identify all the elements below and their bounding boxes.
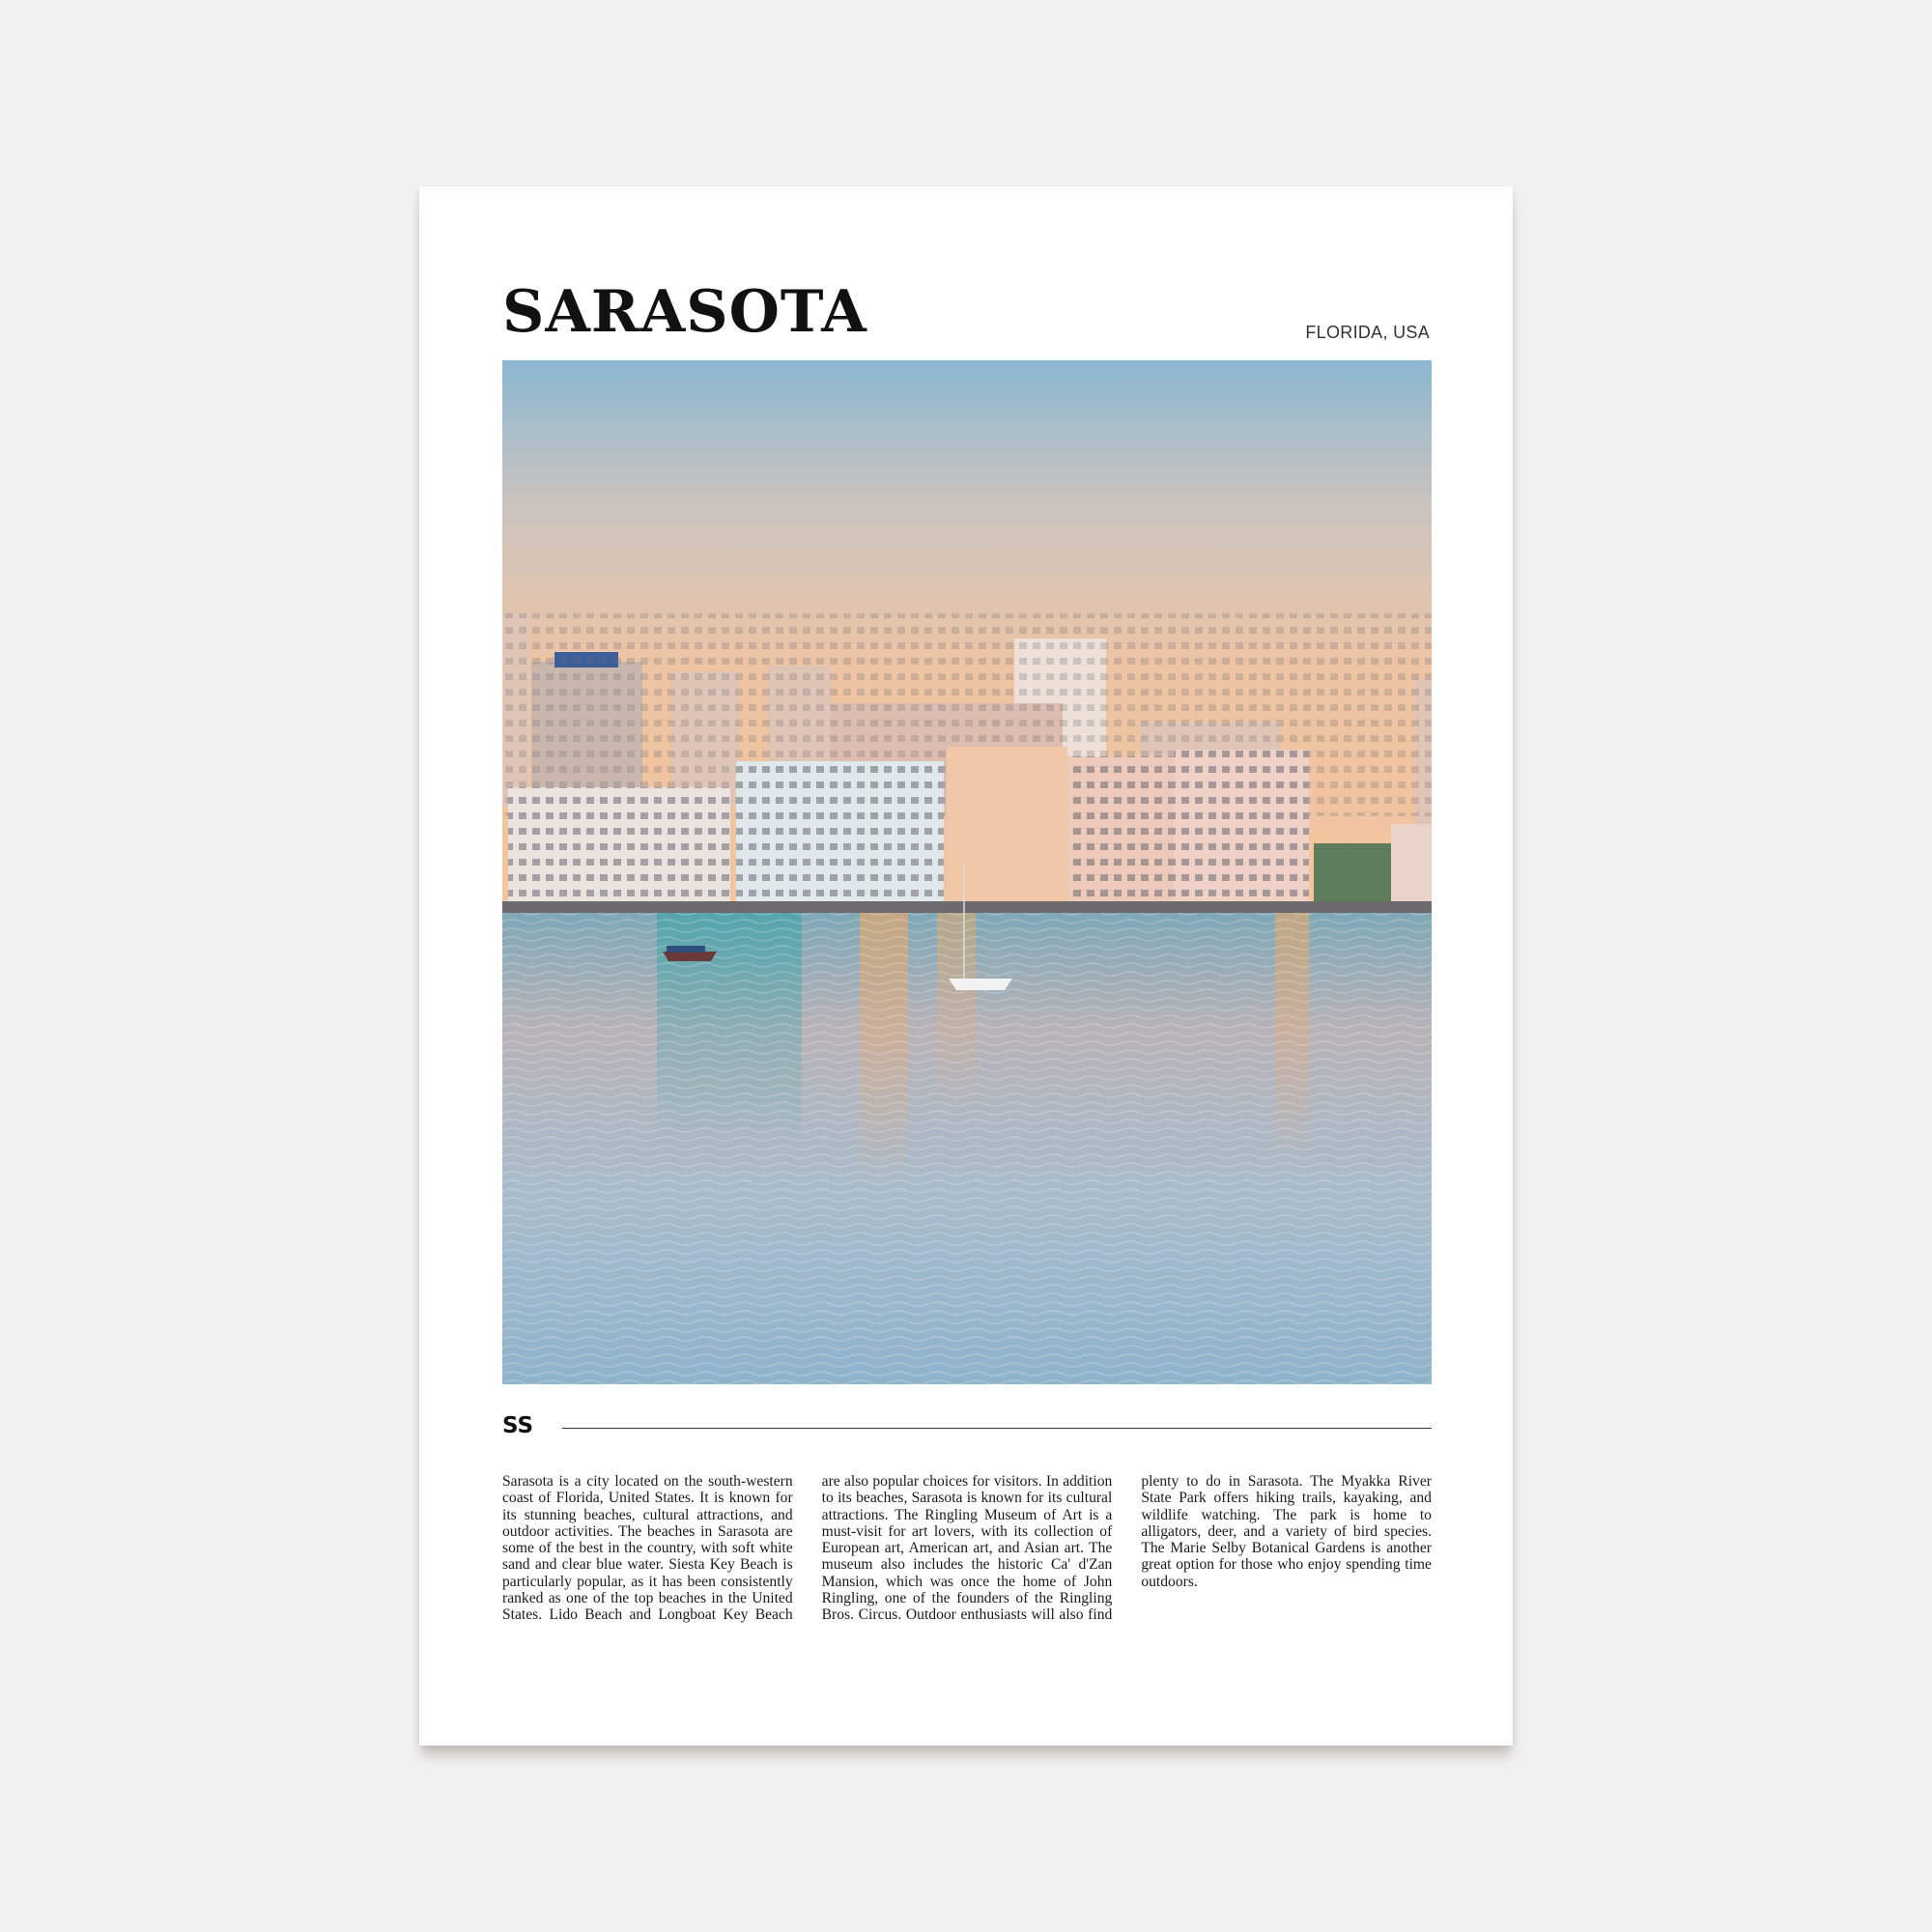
poster-title: SARASOTA bbox=[502, 278, 867, 346]
description-text: Sarasota is a city located on the south-western coast of Florida, United States. It is known for its stunning beaches, cultural attractions, and outdoor activities. The beaches in Sarasota are some of the best in the country, with soft white sand and clear blue water. Siesta Key Beach is particularly popular, as it has been consistently ranked as one of the top beaches in the United States. Lido Beach and Longboat Key Beach are also popular choices for visitors. In addition to its beaches, Sarasota is known for its cultural attractions. The Ringling Museum of Art is a must-visit for art lovers, with its collection of European art, American art, and Asian art. The museum also includes the historic Ca' d'Zan Mansion, which was once the home of John Ringling, one of the founders of the Ringling Bros. Circus. Outdoor enthusiasts will also find plenty to do in Sarasota. The Myakka River State Park offers hiking trails, kayaking, and wildlife watching. The park is home to alligators, deer, and a variety of bird species. The Marie Selby Botanical Gardens is another great option for those who enjoy spending time outdoors. bbox=[502, 1473, 1432, 1624]
poster bbox=[419, 186, 1513, 1746]
city-code: SS bbox=[502, 1413, 534, 1438]
poster-subtitle: FLORIDA, USA bbox=[1305, 323, 1430, 342]
skyline-photo bbox=[502, 360, 1432, 1384]
divider-line bbox=[562, 1428, 1432, 1429]
